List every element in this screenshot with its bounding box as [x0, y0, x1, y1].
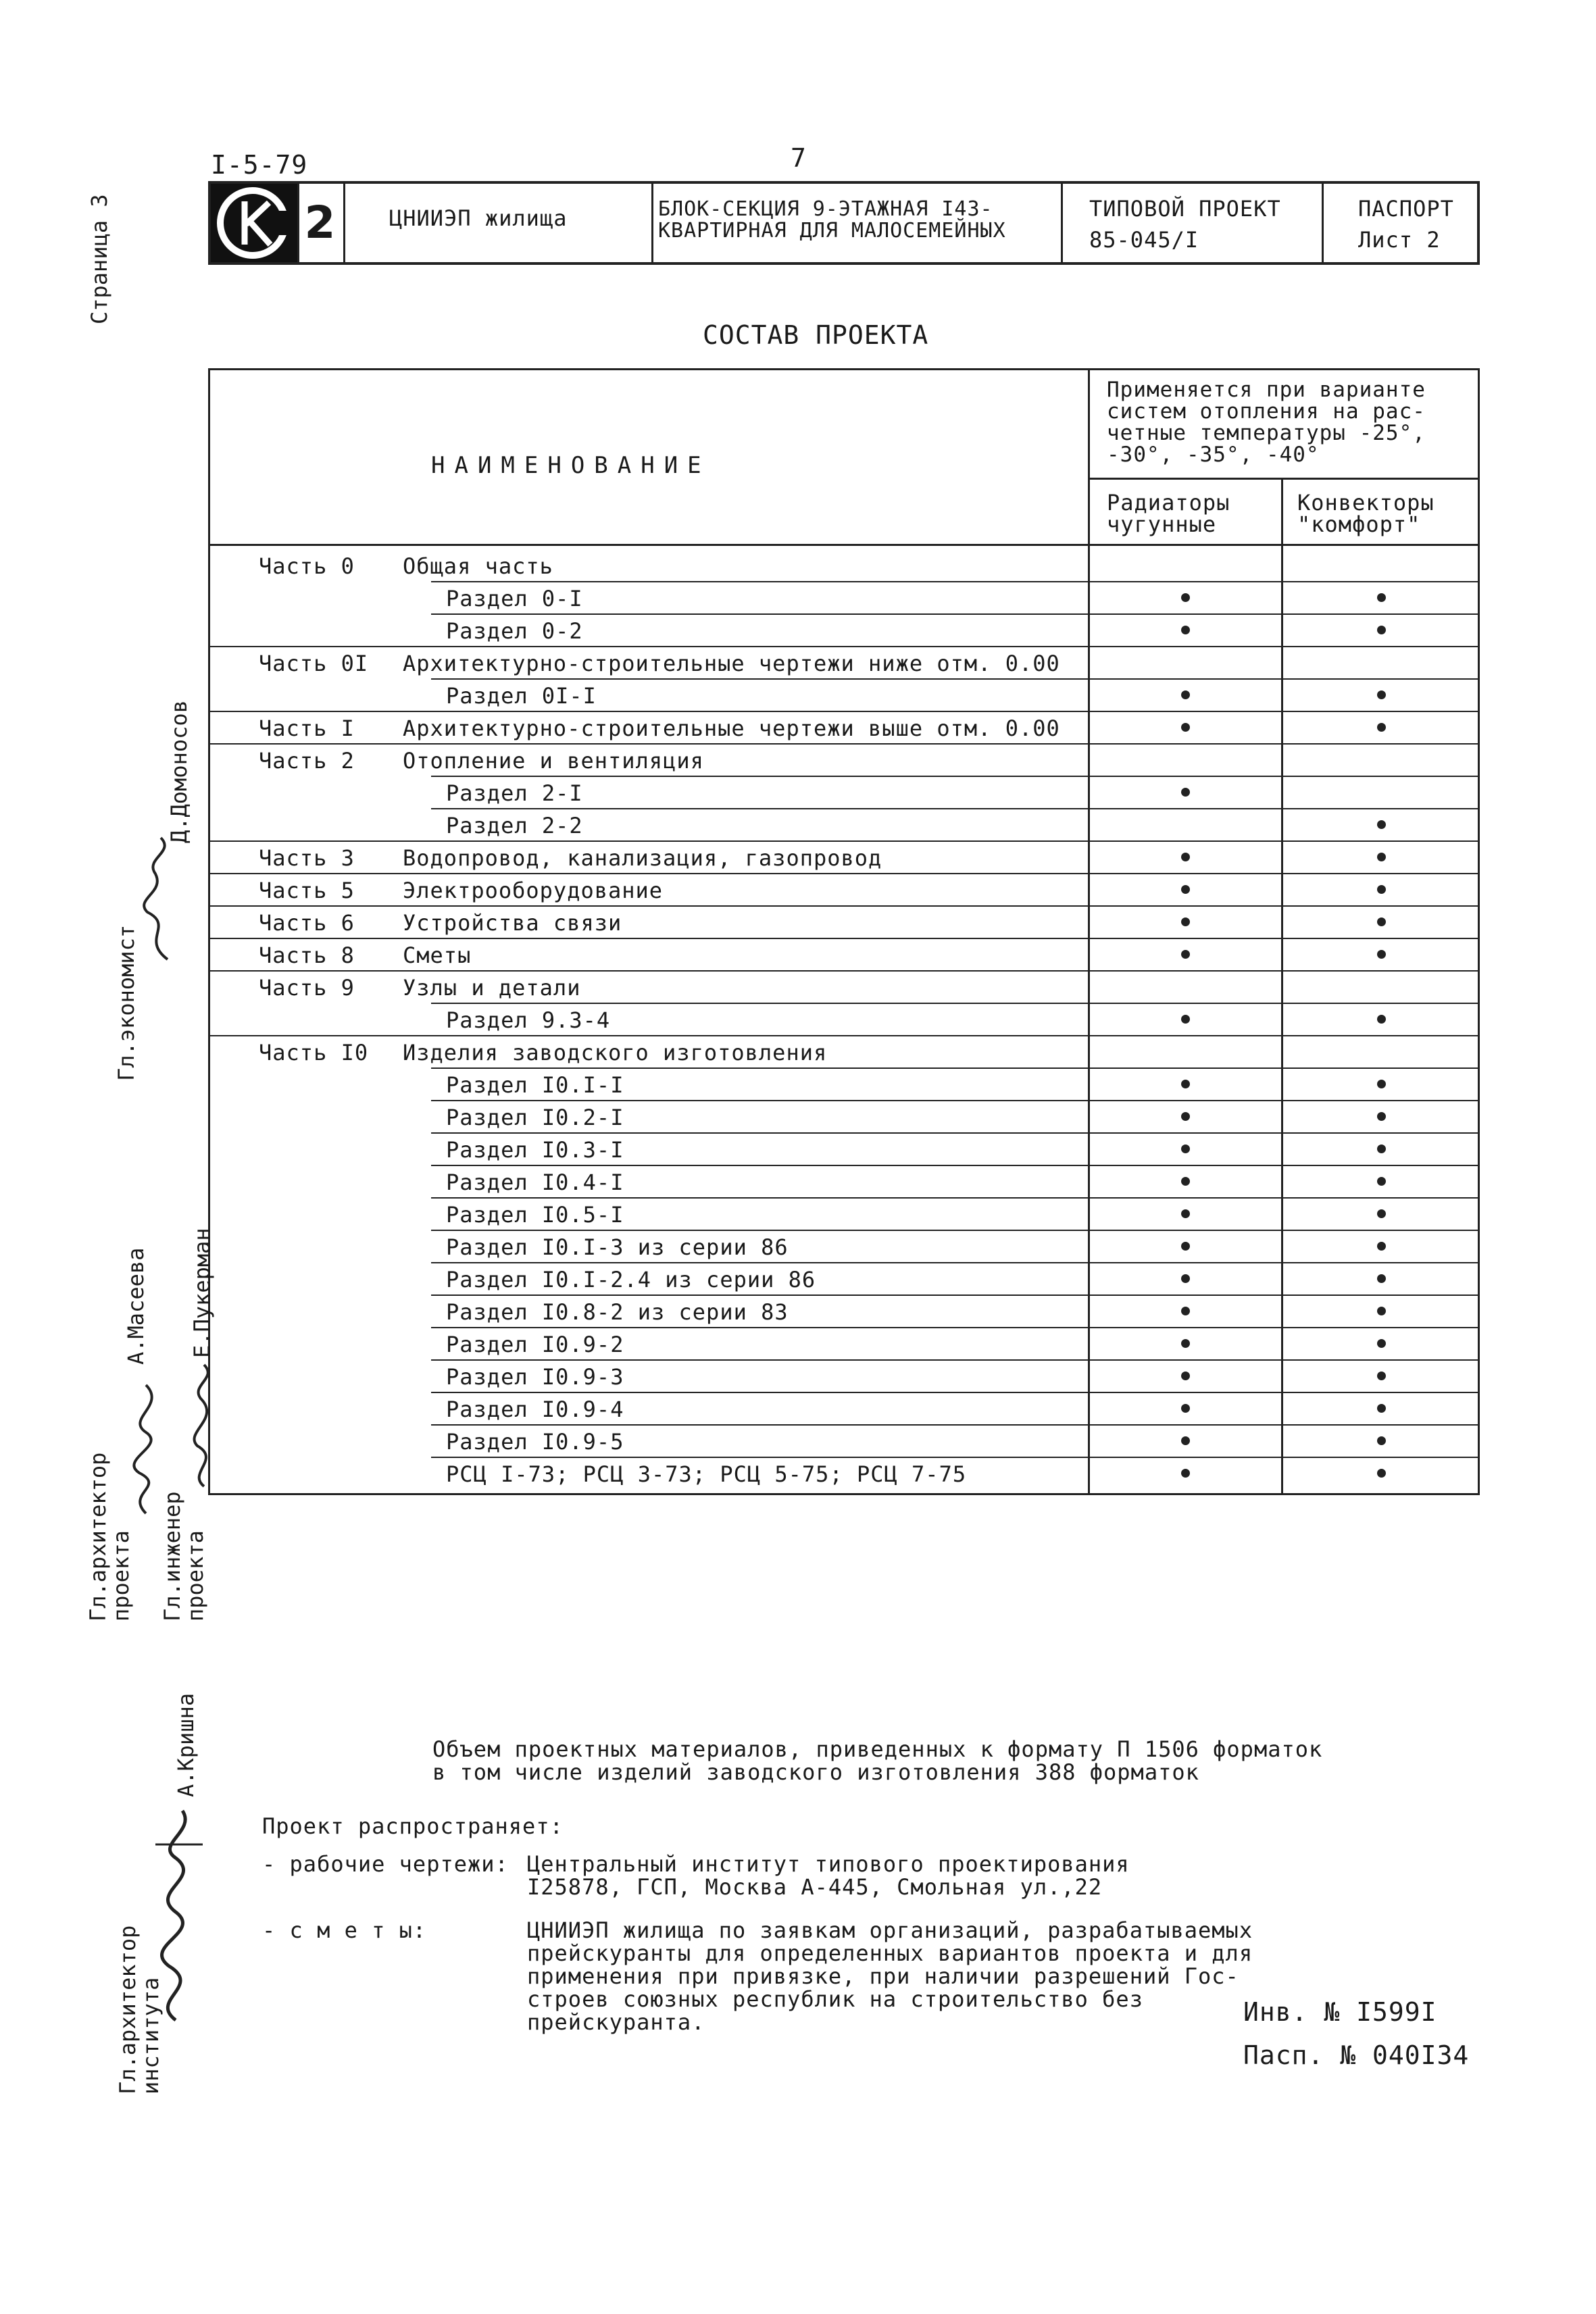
- architect-title-1: Гл.архитектор: [85, 1452, 111, 1621]
- section-label: Раздел I0.2-I: [446, 1105, 624, 1130]
- part-label: Часть 8: [259, 942, 355, 968]
- radiator-applies-dot: [1181, 788, 1190, 797]
- engineer-title-2: проекта: [182, 1530, 208, 1621]
- section-label: Раздел I0.9-5: [446, 1429, 624, 1455]
- table-row: [208, 679, 1480, 711]
- row-divider: [431, 1132, 1480, 1134]
- section-label: Раздел 0-2: [446, 618, 583, 644]
- convector-applies-dot: [1377, 1242, 1386, 1251]
- section-label: Раздел I0.I-I: [446, 1072, 624, 1098]
- radiator-applies-dot: [1181, 1209, 1190, 1218]
- row-divider: [431, 1359, 1480, 1361]
- row-divider: [431, 1067, 1480, 1069]
- radiator-applies-dot: [1181, 885, 1190, 894]
- table-row: [208, 841, 1480, 873]
- engineer-signature-icon: [184, 1358, 224, 1493]
- part-label: Часть I: [259, 715, 355, 741]
- radiator-applies-dot: [1181, 1015, 1190, 1024]
- row-divider: [431, 1392, 1480, 1393]
- radiator-applies-dot: [1181, 1469, 1190, 1478]
- radiator-applies-dot: [1181, 1404, 1190, 1413]
- row-divider: [431, 1327, 1480, 1328]
- radiator-applies-dot: [1181, 1112, 1190, 1121]
- row-divider: [208, 743, 1480, 745]
- part-title: Водопровод, канализация, газопровод: [403, 845, 882, 871]
- table-row: [208, 614, 1480, 646]
- part-title: Электрооборудование: [403, 878, 664, 903]
- table-row: [208, 809, 1480, 840]
- drawings-label: - рабочие чертежи:: [262, 1851, 509, 1877]
- radiator-applies-dot: [1181, 1274, 1190, 1283]
- row-divider: [431, 1424, 1480, 1426]
- architect-title-2: проекта: [108, 1530, 134, 1621]
- section-label: Раздел 0-I: [446, 586, 583, 611]
- part-title: Узлы и детали: [403, 975, 581, 1001]
- drawings-line-2: I25878, ГСП, Москва А-445, Смольная ул.,22: [527, 1874, 1103, 1900]
- estimates-line-2: прейскуранты для определенных вариантов проекта и для: [527, 1940, 1253, 1966]
- radiator-applies-dot: [1181, 690, 1190, 699]
- ck-logo-icon: [211, 184, 297, 262]
- title-line-1: БЛОК-СЕКЦИЯ 9-ЭТАЖНАЯ I43-: [658, 197, 993, 221]
- composition-table: [208, 368, 1480, 1496]
- convector-applies-dot: [1377, 1404, 1386, 1413]
- table-row: [208, 1101, 1480, 1132]
- table-row: [208, 647, 1480, 678]
- table-row: [208, 1036, 1480, 1067]
- row-divider: [431, 581, 1480, 582]
- radiator-applies-dot: [1181, 1339, 1190, 1348]
- part-label: Часть 6: [259, 910, 355, 936]
- part-label: Часть 0: [259, 553, 355, 579]
- radiator-applies-dot: [1181, 1436, 1190, 1445]
- table-row: [208, 1457, 1480, 1489]
- table-row: [208, 582, 1480, 613]
- table-row: [208, 1198, 1480, 1230]
- convector-applies-dot: [1377, 950, 1386, 959]
- org-name: ЦНИИЭП жилища: [389, 205, 568, 231]
- table-row: [208, 1295, 1480, 1327]
- inventory-number: Инв. № I599I: [1243, 1997, 1437, 2027]
- series-code: I-5-79: [211, 150, 308, 180]
- radiator-applies-dot: [1181, 1177, 1190, 1186]
- convector-applies-dot: [1377, 820, 1386, 829]
- title-line-2: КВАРТИРНАЯ ДЛЯ МАЛОСЕМЕЙНЫХ: [658, 219, 1006, 243]
- part-label: Часть 2: [259, 748, 355, 774]
- title-block: [208, 181, 1480, 265]
- col-header-applies-3: четные температуры -25°,: [1107, 421, 1426, 445]
- part-title: Устройства связи: [403, 910, 622, 936]
- convector-applies-dot: [1377, 885, 1386, 894]
- section-label: Раздел 2-2: [446, 813, 583, 838]
- economist-signature-icon: [127, 831, 188, 966]
- row-divider: [431, 1100, 1480, 1101]
- estimates-line-3: применения при привязке, при наличии разрешений Гос-: [527, 1963, 1239, 1989]
- table-row: [208, 1230, 1480, 1262]
- row-divider: [431, 1262, 1480, 1263]
- engineer-title-1: Гл.инженер: [159, 1491, 185, 1621]
- table-row: [208, 938, 1480, 970]
- row-divider: [431, 1457, 1480, 1458]
- project-number: 85-045/I: [1089, 227, 1199, 253]
- distribution-heading: Проект распространяет:: [262, 1813, 564, 1839]
- section-label: Раздел 0I-I: [446, 683, 597, 709]
- section-label: Раздел I0.I-3 из серии 86: [446, 1234, 789, 1260]
- estimates-label: - с м е т ы:: [262, 1917, 427, 1943]
- table-row: [208, 744, 1480, 776]
- row-divider: [431, 1003, 1480, 1004]
- table-row: [208, 776, 1480, 808]
- section-label: Раздел I0.5-I: [446, 1202, 624, 1228]
- row-divider: [208, 905, 1480, 907]
- row-divider: [208, 711, 1480, 712]
- table-row: [208, 1328, 1480, 1359]
- page-number: 7: [791, 143, 807, 173]
- row-divider: [208, 840, 1480, 842]
- convector-applies-dot: [1377, 1339, 1386, 1348]
- section-label: Раздел I0.I-2.4 из серии 86: [446, 1267, 816, 1292]
- convector-applies-dot: [1377, 1372, 1386, 1380]
- convector-applies-dot: [1377, 1145, 1386, 1153]
- radiator-applies-dot: [1181, 1080, 1190, 1088]
- table-row: [208, 1133, 1480, 1165]
- col-header-convectors-2: "комфорт": [1297, 511, 1421, 537]
- drawings-line-1: Центральный институт типового проектирования: [527, 1851, 1130, 1877]
- convector-applies-dot: [1377, 853, 1386, 861]
- radiator-applies-dot: [1181, 1242, 1190, 1251]
- section-label: Раздел I0.8-2 из серии 83: [446, 1299, 789, 1325]
- radiator-applies-dot: [1181, 593, 1190, 602]
- section-label: Раздел I0.4-I: [446, 1169, 624, 1195]
- convector-applies-dot: [1377, 690, 1386, 699]
- project-label: ТИПОВОЙ ПРОЕКТ: [1089, 196, 1281, 222]
- radiator-applies-dot: [1181, 853, 1190, 861]
- row-divider: [431, 1294, 1480, 1296]
- row-divider: [208, 646, 1480, 647]
- table-row: [208, 1263, 1480, 1294]
- radiator-applies-dot: [1181, 1145, 1190, 1153]
- radiator-applies-dot: [1181, 1307, 1190, 1315]
- col-header-convectors-1: Конвекторы: [1297, 490, 1435, 515]
- col-header-applies-4: -30°, -35°, -40°: [1107, 443, 1320, 467]
- sheet-number: Лист 2: [1358, 227, 1441, 253]
- row-divider: [431, 808, 1480, 809]
- section-label: Раздел I0.9-3: [446, 1364, 624, 1390]
- inst-architect-signature-icon: [142, 1804, 209, 2027]
- convector-applies-dot: [1377, 1436, 1386, 1445]
- convector-applies-dot: [1377, 626, 1386, 634]
- convector-applies-dot: [1377, 723, 1386, 732]
- convector-applies-dot: [1377, 1177, 1386, 1186]
- section-label: Раздел 2-I: [446, 780, 583, 806]
- economist-title: Гл.экономист: [114, 924, 139, 1081]
- radiator-applies-dot: [1181, 917, 1190, 926]
- table-row: [208, 971, 1480, 1003]
- row-divider: [208, 1035, 1480, 1036]
- table-row: [208, 874, 1480, 905]
- row-divider: [431, 1230, 1480, 1231]
- col-header-applies-1: Применяется при варианте: [1107, 378, 1426, 402]
- architect-name: А.Масеева: [123, 1247, 149, 1365]
- convector-applies-dot: [1377, 1209, 1386, 1218]
- row-divider: [208, 873, 1480, 874]
- row-divider: [208, 970, 1480, 972]
- convector-applies-dot: [1377, 1469, 1386, 1478]
- section-label: Раздел I0.9-2: [446, 1332, 624, 1357]
- volume-line-2: в том числе изделий заводского изготовления 388 форматок: [432, 1759, 1199, 1785]
- estimates-line-4: строев союзных республик на строительство без: [527, 1986, 1143, 2012]
- side-page-label: Страница 3: [86, 194, 112, 324]
- estimates-line-1: ЦНИИЭП жилища по заявкам организаций, разрабатываемых: [527, 1917, 1253, 1943]
- col-header-radiators-1: Радиаторы: [1107, 490, 1230, 515]
- part-title: Отопление и вентиляция: [403, 748, 704, 774]
- row-divider: [431, 1165, 1480, 1166]
- table-row: [208, 1360, 1480, 1392]
- table-row: [208, 906, 1480, 938]
- convector-applies-dot: [1377, 917, 1386, 926]
- part-title: Архитектурно-строительные чертежи выше отм. 0.00: [403, 715, 1060, 741]
- radiator-applies-dot: [1181, 950, 1190, 959]
- section-label: РСЦ I-73; РСЦ 3-73; РСЦ 5-75; РСЦ 7-75: [446, 1461, 967, 1487]
- section-label: Раздел I0.9-4: [446, 1397, 624, 1422]
- convector-applies-dot: [1377, 1307, 1386, 1315]
- convector-applies-dot: [1377, 1080, 1386, 1088]
- col-header-radiators-2: чугунные: [1107, 511, 1217, 537]
- radiator-applies-dot: [1181, 723, 1190, 732]
- row-divider: [431, 1197, 1480, 1199]
- row-divider: [208, 938, 1480, 939]
- table-row: [208, 1392, 1480, 1424]
- logo-digit: 2: [297, 184, 341, 262]
- part-title: Архитектурно-строительные чертежи ниже отм. 0.00: [403, 651, 1060, 676]
- part-label: Часть I0: [259, 1040, 369, 1065]
- part-title: Общая часть: [403, 553, 553, 579]
- convector-applies-dot: [1377, 1015, 1386, 1024]
- table-row: [208, 1068, 1480, 1100]
- part-label: Часть 3: [259, 845, 355, 871]
- convector-applies-dot: [1377, 1274, 1386, 1283]
- row-divider: [431, 678, 1480, 680]
- economist-name: Д.Домоносов: [166, 700, 192, 843]
- col-header-name: НАИМЕНОВАНИЕ: [431, 452, 711, 479]
- section-label: Раздел I0.3-I: [446, 1137, 624, 1163]
- table-row: [208, 549, 1480, 581]
- part-title: Изделия заводского изготовления: [403, 1040, 828, 1065]
- part-label: Часть 9: [259, 975, 355, 1001]
- part-label: Часть 5: [259, 878, 355, 903]
- doc-type: ПАСПОРТ: [1358, 196, 1454, 222]
- convector-applies-dot: [1377, 593, 1386, 602]
- table-row: [208, 1165, 1480, 1197]
- passport-number: Пасп. № 040I34: [1243, 2040, 1470, 2070]
- volume-line-1: Объем проектных материалов, приведенных к формату П 1506 форматок: [432, 1736, 1323, 1762]
- radiator-applies-dot: [1181, 1372, 1190, 1380]
- inst-architect-title-2: института: [138, 1977, 164, 2094]
- inst-architect-title-1: Гл.архитектор: [115, 1925, 141, 2094]
- convector-applies-dot: [1377, 1112, 1386, 1121]
- part-label: Часть 0I: [259, 651, 369, 676]
- table-row: [208, 1003, 1480, 1035]
- engineer-name: Е.Пукерман: [189, 1228, 215, 1358]
- col-header-applies-2: систем отопления на рас-: [1107, 399, 1426, 424]
- section-label: Раздел 9.3-4: [446, 1007, 611, 1033]
- row-divider: [431, 776, 1480, 777]
- composition-title: СОСТАВ ПРОЕКТА: [703, 320, 929, 350]
- table-row: [208, 711, 1480, 743]
- part-title: Сметы: [403, 942, 472, 968]
- inst-architect-name: А.Кришна: [173, 1692, 199, 1797]
- radiator-applies-dot: [1181, 626, 1190, 634]
- table-row: [208, 1425, 1480, 1457]
- estimates-line-5: прейскуранта.: [527, 2009, 705, 2035]
- row-divider: [431, 613, 1480, 615]
